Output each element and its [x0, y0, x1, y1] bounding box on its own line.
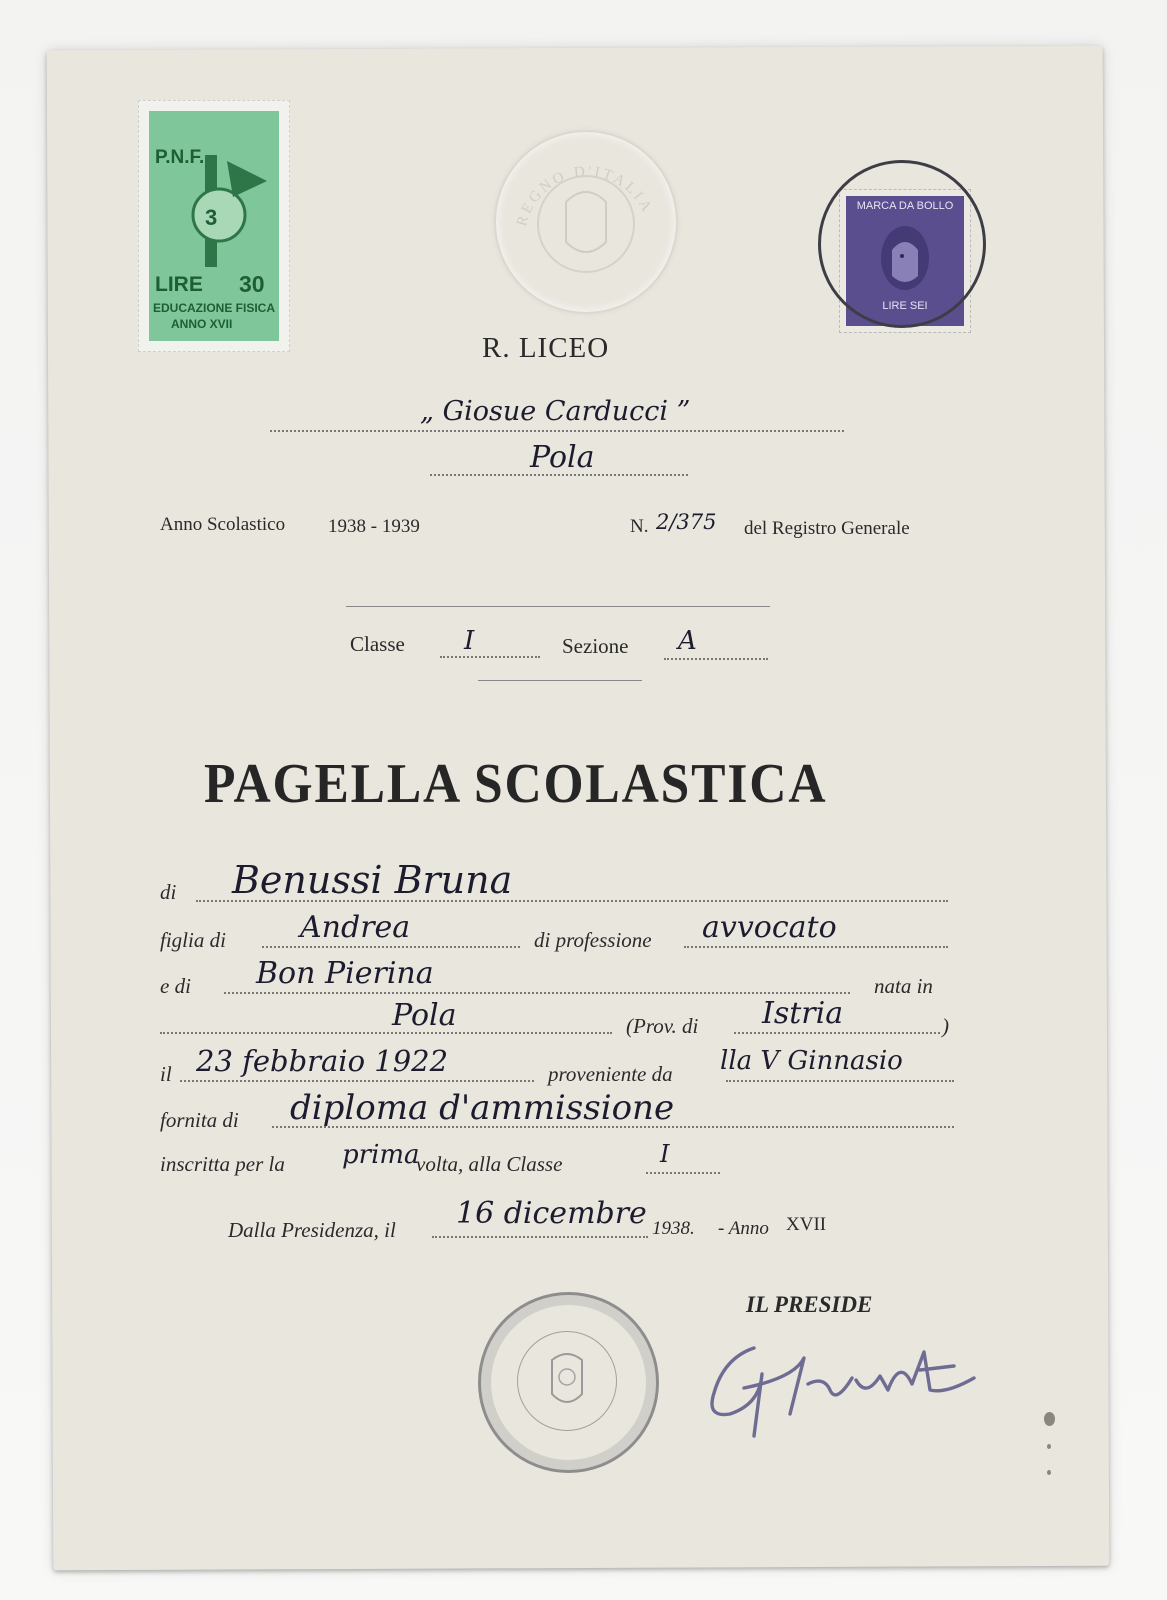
diploma: diploma d'ammissione	[290, 1088, 675, 1128]
separator-bottom	[478, 680, 642, 681]
anno-label: - Anno	[718, 1218, 769, 1239]
register-number: 2/375	[656, 510, 717, 534]
mother-line	[224, 992, 850, 994]
separator-top	[346, 606, 770, 607]
class-value: I	[464, 626, 475, 656]
il-label: il	[160, 1062, 172, 1086]
anno-value: XVII	[786, 1214, 827, 1235]
class-label: Classe	[350, 632, 405, 656]
father-name: Andrea	[300, 910, 411, 945]
bollo-top-text: MARCA DA BOLLO	[856, 200, 954, 212]
school-name: „ Giosue Carducci ”	[420, 396, 691, 427]
city: Pola	[530, 440, 595, 475]
birthdate-line	[180, 1080, 534, 1082]
register-label: del Registro Generale	[744, 518, 910, 539]
presidenza-label: Dalla Presidenza, il	[228, 1218, 396, 1242]
father-line	[262, 946, 520, 948]
enrolled-class-line	[646, 1172, 720, 1174]
register-number-label: N.	[630, 516, 649, 537]
emboss-text: REGNO D'ITALIA	[514, 163, 656, 229]
provenance-label: proveniente da	[548, 1062, 673, 1086]
marca-da-bollo	[818, 160, 986, 328]
school-type: R. LICEO	[482, 332, 610, 364]
date-line	[432, 1236, 648, 1238]
pnf-initials: P.N.F.	[155, 147, 205, 168]
mother-label: e di	[160, 974, 191, 998]
pnf-line1: EDUCAZIONE FISICA	[153, 301, 276, 315]
school-name-line	[270, 430, 844, 432]
fornita-label: fornita di	[160, 1108, 239, 1132]
pnf-currency: LIRE	[155, 273, 203, 296]
bollo-bottom-text: LIRE SEI	[882, 300, 928, 312]
school-year-label: Anno Scolastico	[160, 514, 286, 535]
postmark-ring	[818, 160, 986, 328]
mother-name: Bon Pierina	[256, 956, 434, 991]
birthdate: 23 febbraio 1922	[196, 1044, 449, 1078]
punch-mark	[1047, 1470, 1051, 1475]
prov-label: (Prov. di	[626, 1014, 699, 1038]
birthplace-line	[160, 1032, 612, 1034]
province: Istria	[762, 996, 844, 1031]
section-value: A	[678, 626, 697, 656]
svg-text:3: 3	[205, 205, 218, 230]
time: prima	[342, 1140, 420, 1170]
profession-line	[684, 946, 948, 948]
inscritta-label: inscritta per la	[160, 1152, 285, 1176]
document-title: PAGELLA SCOLASTICA	[204, 753, 828, 815]
punch-hole	[1044, 1412, 1055, 1426]
section-label: Sezione	[562, 634, 629, 658]
embossed-seal	[494, 130, 678, 314]
seal-emblem	[517, 1331, 617, 1431]
emboss-crest-icon	[496, 132, 676, 312]
issue-year: 1938.	[652, 1218, 695, 1239]
section-line	[664, 658, 768, 660]
birthplace: Pola	[392, 998, 457, 1033]
volta-label: volta, alla Classe	[416, 1152, 563, 1176]
seal-crest-icon	[518, 1332, 616, 1430]
profession: avvocato	[702, 910, 837, 945]
pnf-stamp-face	[149, 111, 279, 341]
figlia-label: figlia di	[160, 928, 226, 952]
preside-signature	[684, 1318, 1004, 1448]
issue-date: 16 dicembre	[456, 1196, 647, 1231]
preside-label: IL PRESIDE	[746, 1292, 873, 1317]
prov-close: )	[942, 1014, 949, 1038]
profession-label: di professione	[534, 928, 652, 952]
pnf-line2: ANNO XVII	[171, 317, 233, 331]
provenance: lla V Ginnasio	[720, 1046, 903, 1076]
enrolled-class: I	[660, 1140, 670, 1168]
di-label: di	[160, 880, 177, 904]
pnf-value: 30	[239, 271, 265, 297]
fasces-icon	[187, 151, 273, 271]
nata-label: nata in	[874, 974, 933, 998]
class-line	[440, 656, 540, 658]
student-name: Benussi Bruna	[232, 858, 513, 902]
punch-mark	[1047, 1444, 1051, 1449]
province-line	[734, 1032, 940, 1034]
provenance-line	[726, 1080, 954, 1082]
school-year-value: 1938 - 1939	[328, 516, 420, 537]
pnf-revenue-stamp	[138, 100, 290, 352]
school-ink-seal	[478, 1292, 659, 1473]
